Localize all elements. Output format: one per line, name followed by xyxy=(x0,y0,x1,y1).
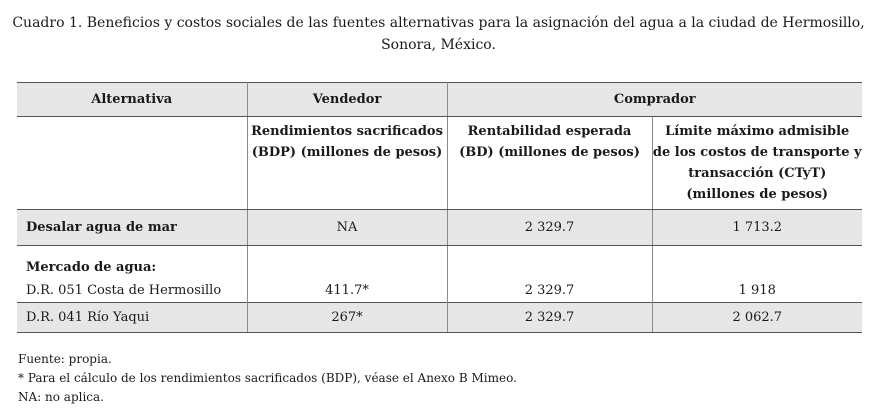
subheader-rendimientos-line2: (BDP) (millones de pesos) xyxy=(251,145,443,160)
subheader-limite-line2: de los costos de transporte y xyxy=(652,145,862,160)
subheader-limite xyxy=(652,117,862,210)
cell-ctyt: 1 918 xyxy=(652,246,862,303)
cell-bd: 2 329.7 xyxy=(447,246,652,303)
subheader-rendimientos-line1: Rendimientos sacrificados xyxy=(251,124,443,139)
cell-vendedor: 411.7* xyxy=(247,246,447,303)
header-row xyxy=(17,83,862,117)
subheader-rentabilidad-line1: Rentabilidad esperada xyxy=(467,124,632,139)
caption-line-1: Cuadro 1. Beneficios y costos sociales de las fuentes alternativas para la asignación del agua a la ciudad de Hermosillo, xyxy=(12,15,865,31)
cell-alternativa xyxy=(17,246,247,303)
table-caption xyxy=(0,12,877,56)
header-alternativa: Alternativa xyxy=(17,83,247,117)
table-row xyxy=(17,303,862,333)
table-row xyxy=(17,246,862,303)
cell-alternativa: Desalar agua de mar xyxy=(17,210,247,246)
benefits-costs-table xyxy=(17,82,862,333)
header-comprador: Comprador xyxy=(447,83,862,117)
subheader-row xyxy=(17,117,862,210)
subheader-empty xyxy=(17,117,247,210)
group-label: Mercado de agua: xyxy=(26,260,157,275)
cell-ctyt: 2 062.7 xyxy=(652,303,862,333)
cell-ctyt: 1 713.2 xyxy=(652,210,862,246)
cell-alternativa: D.R. 041 Río Yaqui xyxy=(17,303,247,333)
subheader-limite-line3: transacción (CTyT) xyxy=(688,166,827,181)
header-vendedor: Vendedor xyxy=(247,83,447,117)
table-notes xyxy=(18,350,517,407)
cell-alternativa-text: D.R. 051 Costa de Hermosillo xyxy=(26,283,222,298)
cell-bd: 2 329.7 xyxy=(447,210,652,246)
cell-bd: 2 329.7 xyxy=(447,303,652,333)
cell-vendedor: 267* xyxy=(247,303,447,333)
table-row xyxy=(17,210,862,246)
subheader-limite-line4: (millones de pesos) xyxy=(686,187,829,202)
subheader-limite-line1: Límite máximo admisible xyxy=(665,124,850,139)
cell-vendedor: NA xyxy=(247,210,447,246)
caption-line-2: Sonora, México. xyxy=(381,37,496,53)
note-asterisco: * Para el cálculo de los rendimientos sacrificados (BDP), véase el Anexo B Mimeo. xyxy=(18,371,517,385)
subheader-rendimientos xyxy=(247,117,447,210)
note-fuente: Fuente: propia. xyxy=(18,352,112,366)
subheader-rentabilidad-line2: (BD) (millones de pesos) xyxy=(459,145,640,160)
note-na: NA: no aplica. xyxy=(18,390,104,404)
subheader-rentabilidad xyxy=(447,117,652,210)
